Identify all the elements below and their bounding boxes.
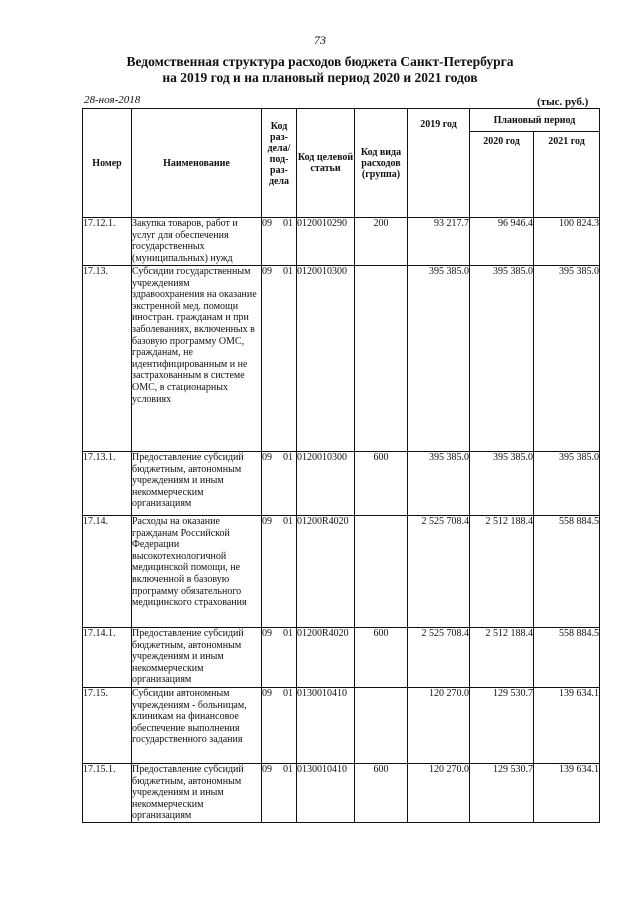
row-podrazdel-code: 01 [283,628,293,639]
row-razdel-code: 09 [262,688,272,699]
row-celevaya-statya: 0120010300 [297,452,355,516]
row-vid-rashodov [355,266,408,452]
header-nomer: Номер [83,109,132,218]
row-amount-2020: 2 512 188.4 [470,628,534,688]
row-amount-2019: 395 385.0 [408,452,470,516]
row-name: Расходы на оказание гражданам Российской Федерации высокотехнологичной медицинской помощи, не включенной в базовую программу обязательного медицинского страхования [132,516,262,628]
row-amount-2019: 2 525 708.4 [408,516,470,628]
row-razdel [262,516,297,628]
row-razdel [262,266,297,452]
row-razdel-code: 09 [262,628,272,639]
row-razdel [262,218,297,266]
row-amount-2019: 120 270.0 [408,688,470,764]
row-amount-2021: 139 634.1 [534,764,600,823]
row-number: 17.15. [83,688,132,764]
row-celevaya-statya: 0120010300 [297,266,355,452]
row-amount-2020: 129 530.7 [470,764,534,823]
table-row [83,266,600,452]
row-amount-2021: 558 884.5 [534,516,600,628]
row-vid-rashodov [355,688,408,764]
row-amount-2020: 96 946.4 [470,218,534,266]
document-date: 28-ноя-2018 [84,94,141,106]
row-amount-2021: 395 385.0 [534,452,600,516]
row-celevaya-statya: 01200R4020 [297,628,355,688]
row-podrazdel-code: 01 [283,266,293,277]
row-podrazdel-code: 01 [283,516,293,527]
row-name: Субсидии государственным учреждениям здравоохранения на оказание экстренной мед. помощи иностран. гражданам и при заболеваниях, включенных в базовую программу ОМС, гражданам, не идентифицированным и не застрахованным в системе ОМС, в стационарных условиях [132,266,262,452]
table-row [83,516,600,628]
row-name: Закупка товаров, работ и услуг для обеспечения государственных (муниципальных) нужд [132,218,262,266]
row-number: 17.14.1. [83,628,132,688]
header-naimenovanie: Наименование [132,109,262,218]
budget-table [82,108,600,823]
row-podrazdel-code: 01 [283,218,293,229]
row-name: Субсидии автономным учреждениям - больницам, клиникам на финансовое обеспечение выполнения государственного задания [132,688,262,764]
row-number: 17.15.1. [83,764,132,823]
page-number: 73 [314,33,326,47]
header-kod-vida: Код вида расходов (группа) [355,109,408,218]
row-amount-2020: 395 385.0 [470,266,534,452]
row-vid-rashodov [355,516,408,628]
row-vid-rashodov: 600 [355,764,408,823]
row-celevaya-statya: 0130010410 [297,688,355,764]
row-amount-2019: 395 385.0 [408,266,470,452]
row-amount-2021: 100 824.3 [534,218,600,266]
header-2020: 2020 год [470,132,534,218]
row-vid-rashodov: 600 [355,452,408,516]
row-razdel-code: 09 [262,764,272,775]
row-podrazdel-code: 01 [283,452,293,463]
row-razdel [262,452,297,516]
header-2019: 2019 год [408,109,470,218]
row-razdel [262,628,297,688]
row-celevaya-statya: 0120010290 [297,218,355,266]
table-row [83,764,600,823]
row-amount-2020: 2 512 188.4 [470,516,534,628]
row-amount-2020: 395 385.0 [470,452,534,516]
row-razdel-code: 09 [262,266,272,277]
row-amount-2019: 2 525 708.4 [408,628,470,688]
header-planoviy-period: Плановый период [470,109,600,132]
row-amount-2021: 558 884.5 [534,628,600,688]
header-kod-razdela: Код раз- дела/ под- раз- дела [262,109,297,218]
row-name: Предоставление субсидий бюджетным, автономным учреждениям и иным некоммерческим организациям [132,628,262,688]
row-razdel-code: 09 [262,218,272,229]
row-amount-2020: 129 530.7 [470,688,534,764]
row-podrazdel-code: 01 [283,764,293,775]
row-amount-2021: 139 634.1 [534,688,600,764]
row-razdel [262,688,297,764]
header-2021: 2021 год [534,132,600,218]
row-number: 17.12.1. [83,218,132,266]
table-row [83,628,600,688]
row-razdel [262,764,297,823]
row-celevaya-statya: 0130010410 [297,764,355,823]
row-celevaya-statya: 01200R4020 [297,516,355,628]
row-amount-2019: 93 217.7 [408,218,470,266]
header-kod-celevoy: Код целевой статьи [297,109,355,218]
table-row [83,218,600,266]
row-number: 17.13. [83,266,132,452]
row-amount-2021: 395 385.0 [534,266,600,452]
units-label: (тыс. руб.) [537,96,589,108]
row-number: 17.13.1. [83,452,132,516]
row-amount-2019: 120 270.0 [408,764,470,823]
row-razdel-code: 09 [262,452,272,463]
page-subtitle: на 2019 год и на плановый период 2020 и 2021 годов [162,70,478,85]
table-row [83,452,600,516]
row-vid-rashodov: 200 [355,218,408,266]
page-title: Ведомственная структура расходов бюджета Санкт-Петербурга [126,54,514,69]
row-number: 17.14. [83,516,132,628]
row-name: Предоставление субсидий бюджетным, автономным учреждениям и иным некоммерческим организациям [132,764,262,823]
row-name: Предоставление субсидий бюджетным, автономным учреждениям и иным некоммерческим организациям [132,452,262,516]
table-row [83,688,600,764]
row-podrazdel-code: 01 [283,688,293,699]
row-vid-rashodov: 600 [355,628,408,688]
row-razdel-code: 09 [262,516,272,527]
